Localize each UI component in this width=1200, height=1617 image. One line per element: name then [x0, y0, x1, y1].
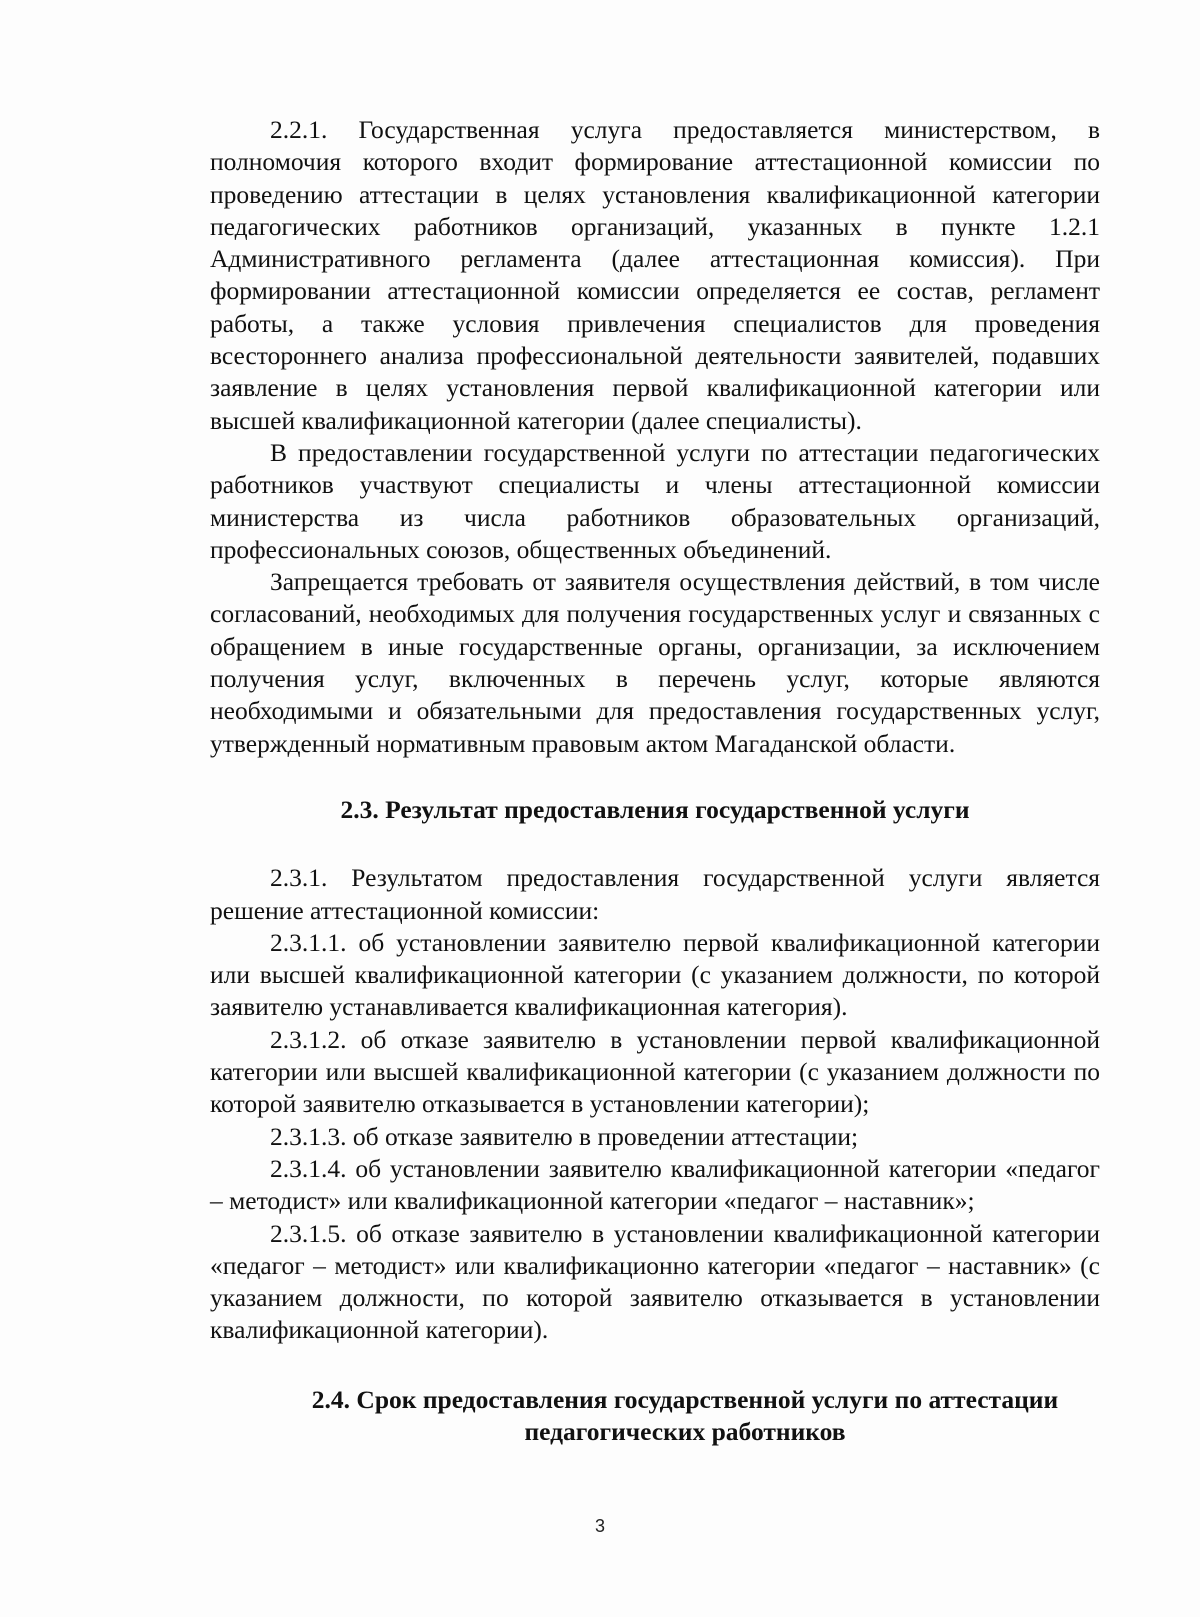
- section-heading-2-4: [210, 1384, 1100, 1449]
- paragraph-2-3-1-4: 2.3.1.4. об установлении заявителю квалификационной категории «педагог – методист» или квалификационной категории «педагог – наставник»;: [210, 1153, 1100, 1216]
- document-body: [210, 114, 1100, 1448]
- paragraph-2-2-1: 2.2.1. Государственная услуга предоставляется министерством, в полномочия которого входит формирование аттестационной комиссии по проведению аттестации в целях установления квалификационной категории педагогических работников организаций, указанных в пункте 1.2.1 Административного регламента (далее аттестационная комиссия). При формировании аттестационной комиссии определяется ее состав, регламент работы, а также условия привлечения специалистов для проведения всестороннего анализа профессиональной деятельности заявителей, подавших заявление в целях установления первой квалификационной категории или высшей квалификационной категории (далее специалисты).: [210, 115, 1100, 435]
- section-heading-2-3: 2.3. Результат предоставления государственной услуги: [340, 794, 970, 824]
- paragraph-participants: В предоставлении государственной услуги по аттестации педагогических работников участвуют специалисты и члены аттестационной комиссии министерства из числа работников образовательных организаций, профессиональных союзов, общественных объединений.: [210, 437, 1100, 564]
- paragraph-2-3-1-3: 2.3.1.3. об отказе заявителю в проведении аттестации;: [270, 1121, 859, 1151]
- page-number: 3: [594, 1516, 605, 1536]
- paragraph-2-3-1-2: 2.3.1.2. об отказе заявителю в установлении первой квалификационной категории или высшей квалификационной категории (с указанием должности по которой заявителю отказывается в установлении категории);: [210, 1024, 1100, 1119]
- section-heading-2-4-line1: 2.4. Срок предоставления государственной услуги по аттестации: [311, 1384, 1059, 1414]
- section-heading-2-4-line2: педагогических работников: [524, 1416, 846, 1446]
- paragraph-2-3-1-5: 2.3.1.5. об отказе заявителю в установлении квалификационной категории «педагог – методист» или квалификационно категории «педагог – наставник» (с указанием должности, по которой заявителю отказывается в установлении квалификационной категории).: [210, 1218, 1100, 1345]
- paragraph-2-3-1-1: 2.3.1.1. об установлении заявителю первой квалификационной категории или высшей квалификационной категории (с указанием должности, по которой заявителю устанавливается квалификационная категория).: [210, 927, 1100, 1022]
- paragraph-prohibition: Запрещается требовать от заявителя осуществления действий, в том числе согласований, необходимых для получения государственных услуг и связанных с обращением в иные государственные органы, организации, за исключением получения услуг, включенных в перечень услуг, которые являются необходимыми и обязательными для предоставления государственных услуг, утвержденный нормативным правовым актом Магаданской области.: [210, 567, 1100, 758]
- paragraph-2-3-1: 2.3.1. Результатом предоставления государственной услуги является решение аттестационной комиссии:: [210, 863, 1100, 925]
